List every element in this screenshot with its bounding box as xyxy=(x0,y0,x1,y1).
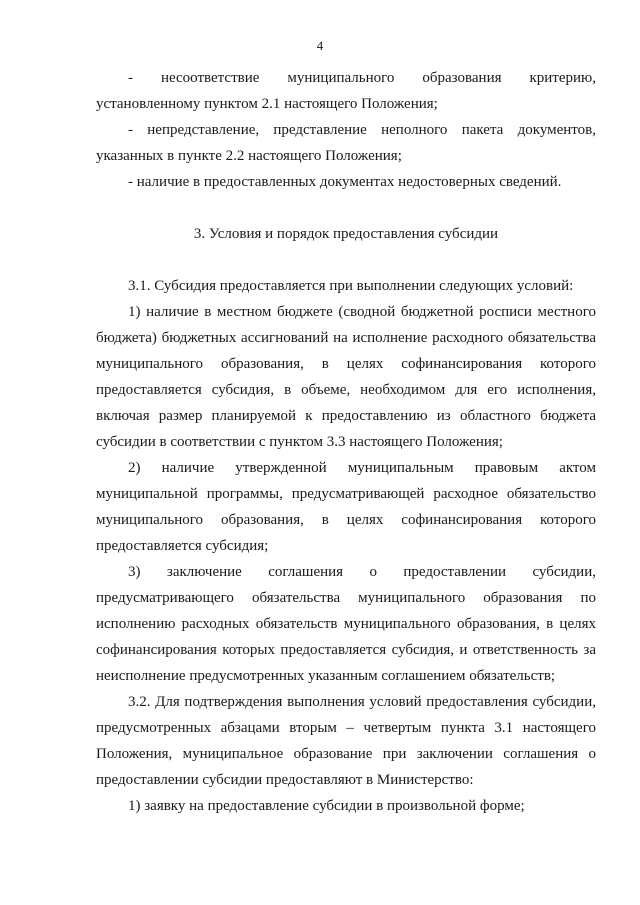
paragraph: 3.1. Субсидия предоставляется при выполнении следующих условий: xyxy=(128,278,574,294)
spacer xyxy=(96,247,596,273)
section-heading: 3. Условия и порядок предоставления субсидии xyxy=(193,226,499,242)
paragraph: 3) заключение соглашения о предоставлении субсидии, предусматривающего обязательства муниципального образования по исполнению расходных обязательств муниципального образования, в целях софинансирования которых предоставляется субсидия, и ответственность за неисполнение предусмотренных указанным соглашением обязательств; xyxy=(96,564,596,684)
paragraph: - несоответствие муниципального образования критерию, установленному пунктом 2.1 настоящего Положения; xyxy=(96,70,596,112)
paragraph: 3.2. Для подтверждения выполнения условий предоставления субсидии, предусмотренных абзацами вторым – четвертым пункта 3.1 настоящего Положения, муниципальное образование при заключении соглашения о предоставлении субсидии предоставляют в Министерство: xyxy=(96,694,596,788)
paragraph: - непредставление, представление неполного пакета документов, указанных в пункте 2.2 настоящего Положения; xyxy=(96,122,596,164)
paragraph: 2) наличие утвержденной муниципальным правовым актом муниципальной программы, предусматривающей расходное обязательство муниципального образования, в целях софинансирования которого предоставляется субсидия; xyxy=(96,460,596,554)
page-number: 4 xyxy=(316,38,324,53)
spacer xyxy=(96,195,596,221)
paragraph: - наличие в предоставленных документах недостоверных сведений. xyxy=(128,174,562,190)
document-body xyxy=(96,65,596,819)
paragraph: 1) наличие в местном бюджете (сводной бюджетной росписи местного бюджета) бюджетных ассигнований на исполнение расходного обязательства муниципального образования, в целях софинансирования которого предоставляется субсидия, в объеме, необходимом для его исполнения, включая размер планируемой к предоставлению из областного бюджета субсидии в соответствии с пунктом 3.3 настоящего Положения; xyxy=(96,304,596,450)
paragraph: 1) заявку на предоставление субсидии в произвольной форме; xyxy=(128,798,525,814)
